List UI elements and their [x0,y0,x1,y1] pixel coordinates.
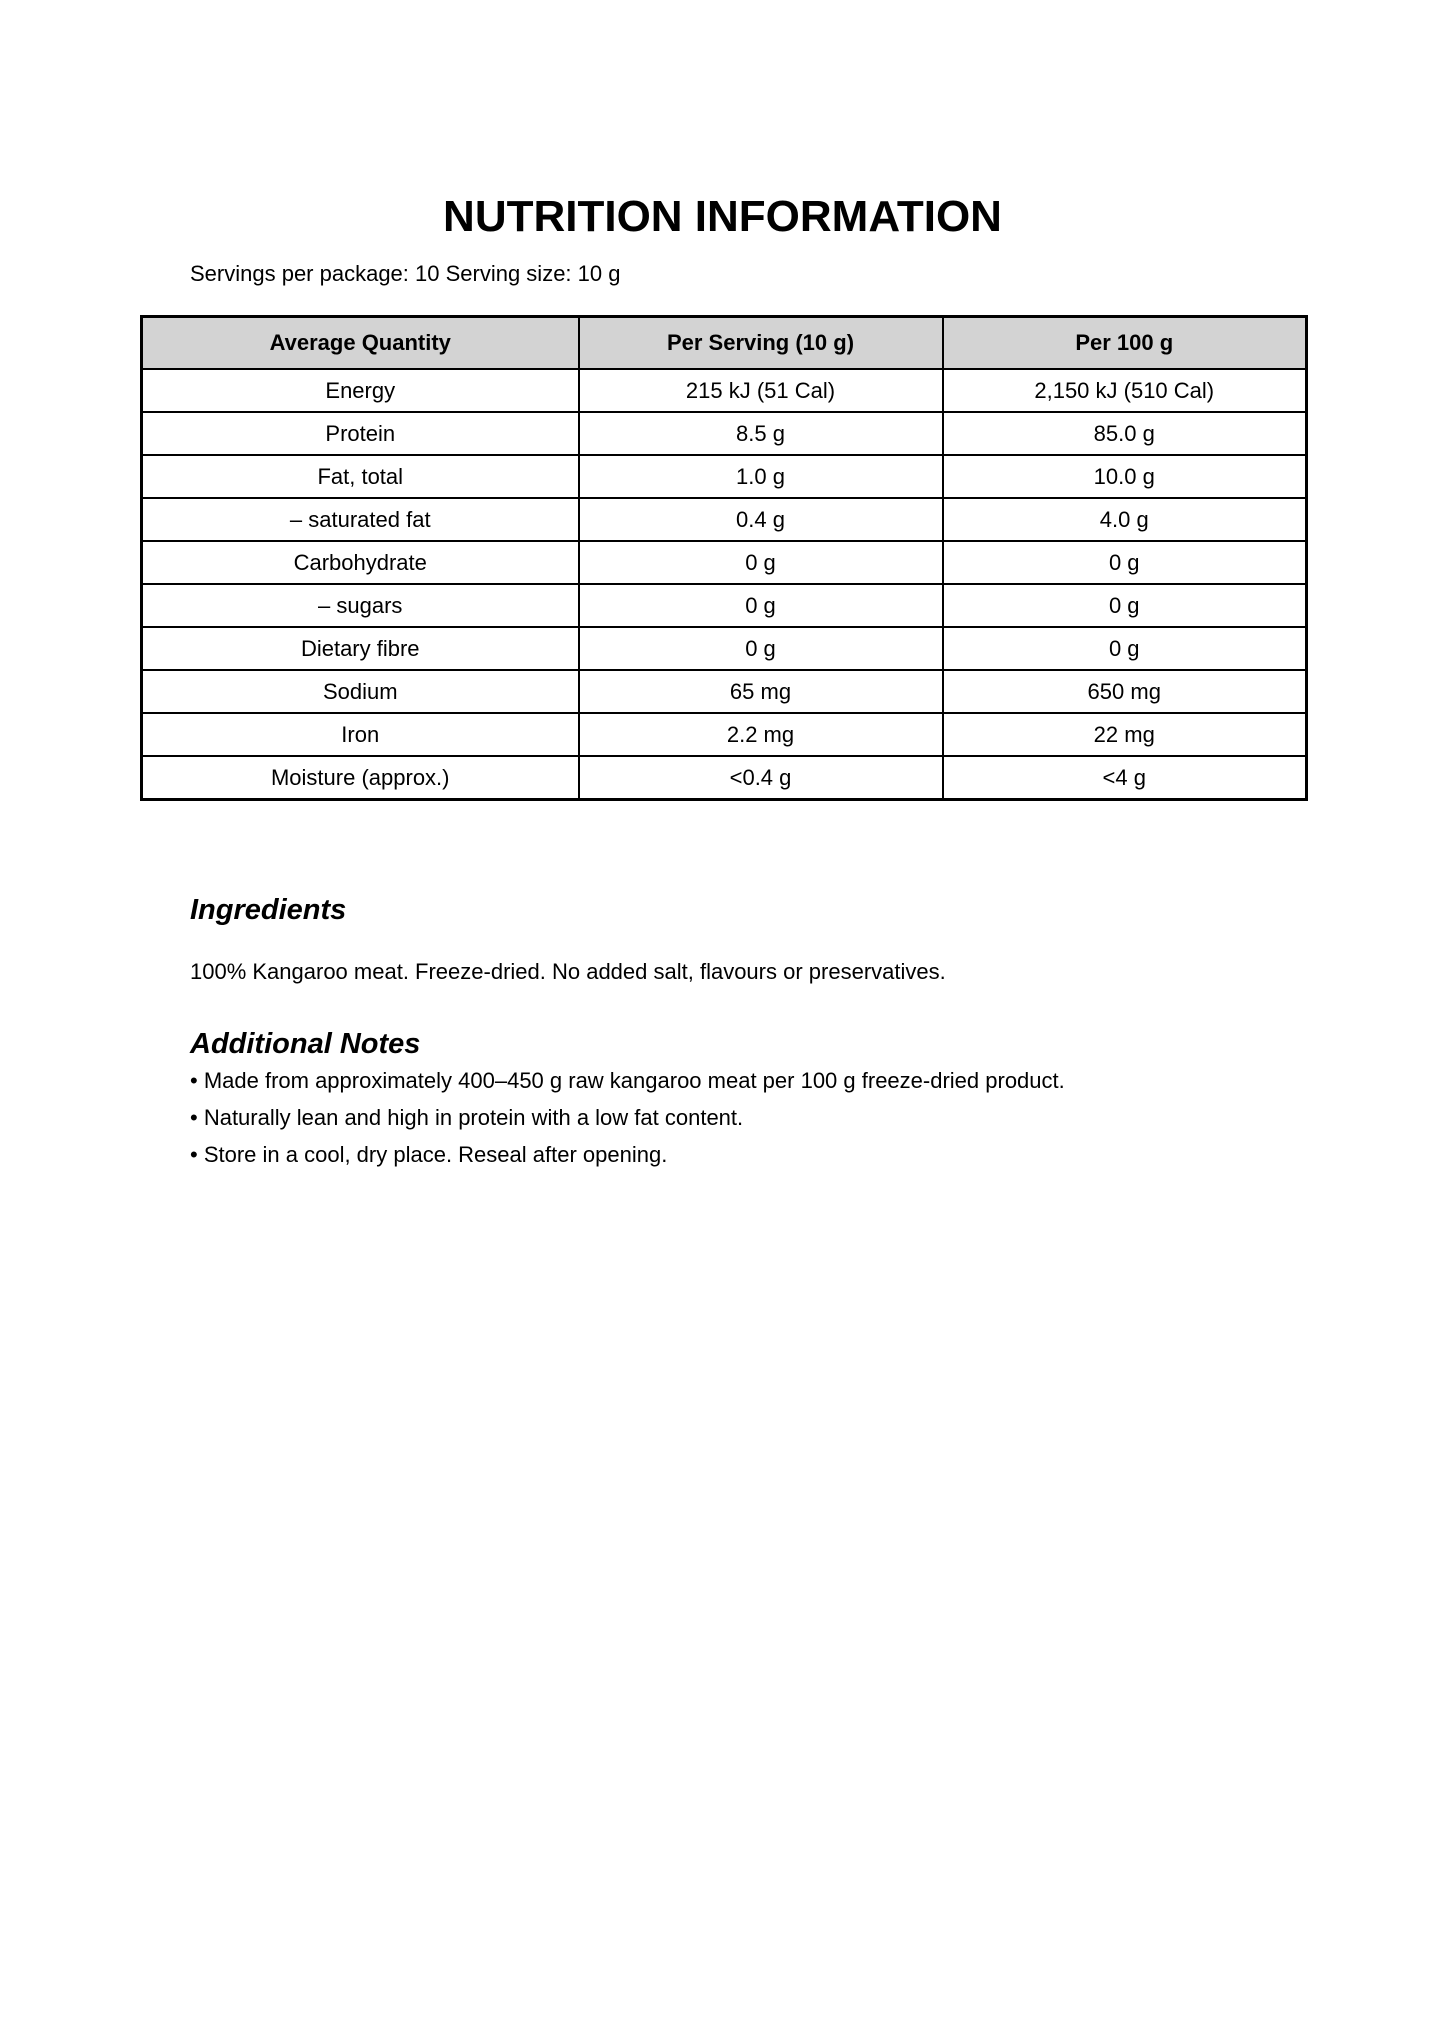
per-100g-value: 0 g [943,627,1307,670]
per-serving-value: 0 g [579,627,943,670]
nutrient-label: Moisture (approx.) [142,756,579,800]
per-100g-value: 2,150 kJ (510 Cal) [943,369,1307,412]
per-100g-value: 85.0 g [943,412,1307,455]
ingredients-body: 100% Kangaroo meat. Freeze-dried. No added salt, flavours or preservatives. [190,959,946,984]
col-header-average-quantity: Average Quantity [142,317,579,370]
per-serving-value: <0.4 g [579,756,943,800]
per-100g-value: 650 mg [943,670,1307,713]
servings-line: Servings per package: 10 Serving size: 10 g [190,261,621,286]
table-row-dietary-fibre [142,627,1307,670]
nutrient-label: Sodium [142,670,579,713]
per-100g-value: 22 mg [943,713,1307,756]
nutrient-label: Carbohydrate [142,541,579,584]
per-serving-value: 0 g [579,541,943,584]
per-100g-value: <4 g [943,756,1307,800]
additional-notes-heading: Additional Notes [190,1028,421,1060]
nutrient-label: Dietary fibre [142,627,579,670]
nutrient-label: Protein [142,412,579,455]
nutrition-table [140,315,1308,801]
table-header-row [142,317,1307,370]
per-serving-value: 2.2 mg [579,713,943,756]
per-100g-value: 10.0 g [943,455,1307,498]
table-row-saturated-fat [142,498,1307,541]
nutrient-label: Iron [142,713,579,756]
table-row-protein [142,412,1307,455]
per-100g-value: 4.0 g [943,498,1307,541]
col-header-per-100g: Per 100 g [943,317,1307,370]
note-item: • Naturally lean and high in protein with a low fat content. [190,1105,744,1130]
per-100g-value: 0 g [943,584,1307,627]
nutrient-label: – sugars [142,584,579,627]
note-item: • Store in a cool, dry place. Reseal after opening. [190,1142,668,1167]
nutrient-label: – saturated fat [142,498,579,541]
per-serving-value: 65 mg [579,670,943,713]
nutrient-label: Energy [142,369,579,412]
per-serving-value: 8.5 g [579,412,943,455]
table-row-fat-total [142,455,1307,498]
page-title: NUTRITION INFORMATION [443,192,1002,241]
per-serving-value: 0.4 g [579,498,943,541]
table-row-moisture [142,756,1307,800]
per-serving-value: 215 kJ (51 Cal) [579,369,943,412]
note-item: • Made from approximately 400–450 g raw kangaroo meat per 100 g freeze-dried product. [190,1068,1065,1093]
table-row-sugars [142,584,1307,627]
per-serving-value: 0 g [579,584,943,627]
per-100g-value: 0 g [943,541,1307,584]
nutrient-label: Fat, total [142,455,579,498]
table-row-carbohydrate [142,541,1307,584]
table-row-energy [142,369,1307,412]
table-row-sodium [142,670,1307,713]
col-header-per-serving: Per Serving (10 g) [579,317,943,370]
per-serving-value: 1.0 g [579,455,943,498]
table-row-iron [142,713,1307,756]
additional-notes-list [190,1062,1065,1173]
ingredients-heading: Ingredients [190,894,347,926]
